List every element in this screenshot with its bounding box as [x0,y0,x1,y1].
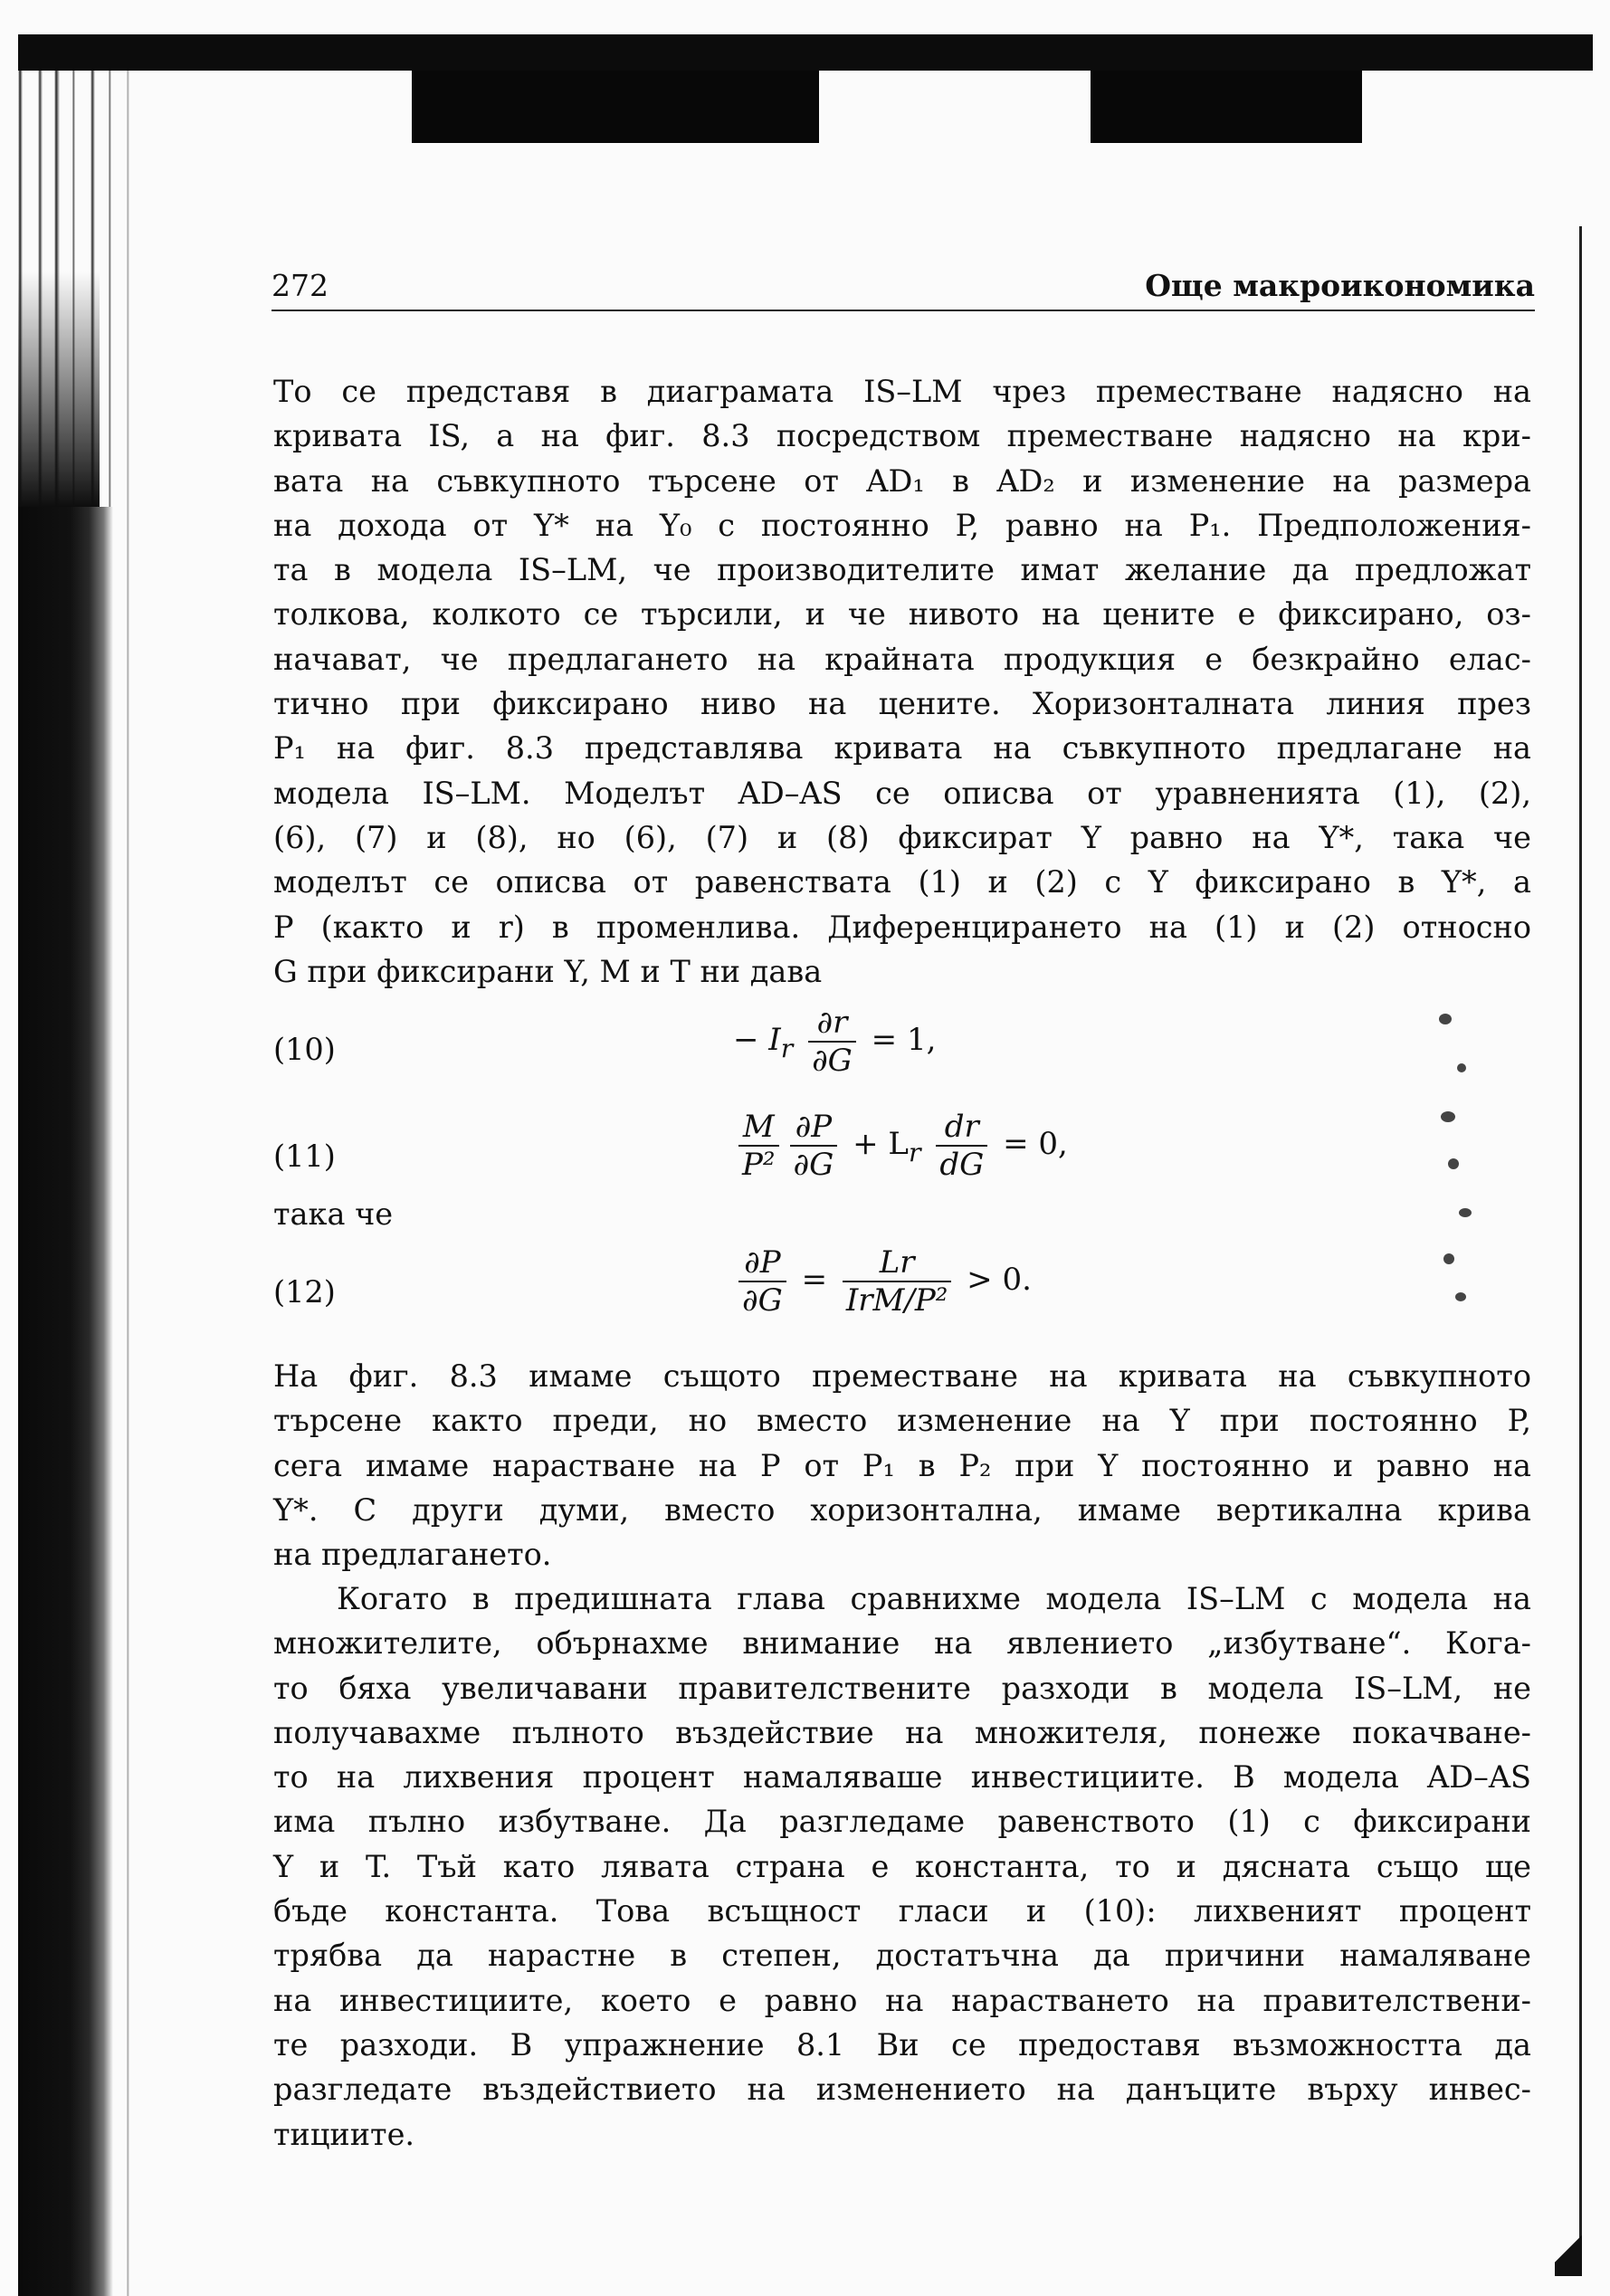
equation-10 [733,1005,936,1079]
text-line: на предлагането. [273,1537,552,1573]
text-line: вата на съвкупното търсене от AD₁ в AD₂ и изменение на размера [273,462,1531,499]
equation-12 [733,1244,1032,1319]
paragraph-3 [273,1577,1531,2157]
eq12-fraction-1 [738,1244,786,1319]
equation-number-10: (10) [273,1032,336,1067]
eq11-fraction-2 [790,1109,838,1183]
text-line: Когато в предишната глава сравнихме модела IS–LM с модела на [337,1581,1531,1616]
text-line: те разходи. В упражнение 8.1 Ви се предоставя възможността да [273,2026,1531,2063]
paragraph-1 [273,369,1531,994]
scan-speck [1459,1208,1472,1217]
equation-number-11: (11) [273,1138,336,1174]
text-line: на дохода от Y* на Y₀ с постоянно P, равно на P₁. Предположения- [273,507,1531,543]
text-line: моделът се описва от равенствата (1) и (2) с Y фиксирано в Y*, а [273,864,1531,900]
eq11-f3-numerator: dr [936,1109,987,1147]
text-line: получавахме пълното въздействие на множителя, понеже покачване- [273,1714,1531,1750]
scan-speck [1448,1158,1459,1169]
text-line: кривата IS, а на фиг. 8.3 посредством преместване надясно на кри- [273,418,1531,454]
text-line: P₁ на фиг. 8.3 представлява кривата на съвкупното предлагане на [273,730,1531,767]
eq11-f1-numerator: M [738,1109,779,1147]
eq12-fraction-2 [843,1244,951,1319]
eq10-subscript: r [780,1033,794,1063]
text-line: трябва да нарастне в степен, достатъчна да причини намаляване [273,1938,1531,1974]
running-title: Още макроикономика [1145,268,1535,303]
eq10-prefix: − I [733,1022,781,1058]
eq11-suffix: = 0, [1003,1126,1068,1162]
text-line: търсене както преди, но вместо изменение на Y при постоянно P, [273,1403,1531,1439]
eq12-equals: = [801,1262,828,1298]
eq11-plus-term: + L [853,1126,909,1162]
text-line: начават, че предлагането на крайната продукция е безкрайно елас- [273,641,1531,677]
paragraph-2 [273,1354,1531,1577]
page-header [272,268,1535,310]
text-line: множителите, обърнахме внимание на явлението „избутване“. Кога- [273,1625,1531,1662]
eq12-f2-denominator: IrM/P² [845,1282,948,1319]
text-line: G при фиксирани Y, M и T ни дава [273,953,823,989]
scan-speck [1455,1292,1466,1301]
text-line: Y*. С други думи, вместо хоризонтална, имаме вертикална крива [273,1491,1531,1528]
text-line: То се представя в диаграмата IS–LM чрез преместване надясно на [273,374,1531,409]
text-line: то бяха увеличавани правителствените разходи в модела IS–LM, не [273,1670,1531,1706]
text-line: бъде константа. Това всъщност гласи и (10): лихвеният процент [273,1893,1531,1929]
text-line: P (както и r) в променлива. Диференцирането на (1) и (2) относно [273,909,1531,945]
text-line: (6), (7) и (8), но (6), (7) и (8) фиксират Y равно на Y*, така че [273,819,1531,855]
scan-right-edge [1579,226,1582,2272]
text-line: разгледате въздействието на изменението на данъците върху инвес- [273,2072,1531,2108]
text-line: толкова, колкото се търсили, и че нивото на цените е фиксирано, оз- [273,596,1531,633]
text-line: сега имаме нарастване на P от P₁ в P₂ при Y постоянно и равно на [273,1447,1531,1483]
redaction-block-left [412,71,819,143]
eq12-suffix: > 0. [967,1262,1032,1298]
text-line: на инвестициите, което е равно на нарастването на правителствени- [273,1982,1531,2018]
eq12-f2-numerator: Lr [843,1244,951,1282]
scan-top-border [18,34,1593,71]
header-rule [272,310,1535,311]
eq11-f2-denominator: ∂G [793,1147,834,1183]
connector-text: така че [273,1196,394,1232]
scan-speck [1457,1063,1466,1072]
eq10-denominator: ∂G [812,1043,853,1079]
eq11-subscript: r [908,1137,921,1167]
equation-11 [733,1109,1068,1183]
equation-number-12: (12) [273,1274,336,1310]
scan-speck [1441,1111,1455,1122]
eq12-f1-numerator: ∂P [738,1244,786,1282]
scan-right-corner [1555,2222,1582,2276]
scan-left-shadow-top [18,272,100,507]
redaction-block-right [1091,71,1362,143]
scan-speck [1439,1014,1452,1024]
eq11-f2-numerator: ∂P [790,1109,838,1147]
text-line: има пълно избутване. Да разгледаме равенството (1) с фиксирани [273,1804,1531,1840]
text-line: модела IS–LM. Моделът AD–AS се описва от уравненията (1), (2), [273,775,1531,811]
eq11-fraction-3 [936,1109,987,1183]
text-line: то на лихвения процент намаляваше инвестициите. В модела AD–AS [273,1759,1531,1796]
page-number: 272 [272,268,329,303]
text-line: Y и T. Тъй като лявата страна е константа, то и дясната също ще [273,1848,1531,1884]
eq10-numerator: ∂r [808,1005,856,1043]
text-line: тично при фиксирано ниво на цените. Хоризонталната линия през [273,686,1531,722]
eq11-f1-denominator: P² [742,1147,776,1183]
text-line: На фиг. 8.3 имаме същото преместване на кривата на съвкупното [273,1358,1531,1394]
text-line: та в модела IS–LM, че производителите имат желание да предложат [273,552,1531,588]
text-line: тициите. [273,2116,415,2152]
eq11-f3-denominator: dG [939,1147,985,1183]
eq10-fraction [808,1005,856,1079]
eq12-f1-denominator: ∂G [742,1282,783,1319]
eq11-fraction-1 [738,1109,779,1183]
scan-left-shadow [18,507,113,2296]
eq10-suffix: = 1, [871,1022,937,1058]
scan-speck [1443,1253,1454,1264]
